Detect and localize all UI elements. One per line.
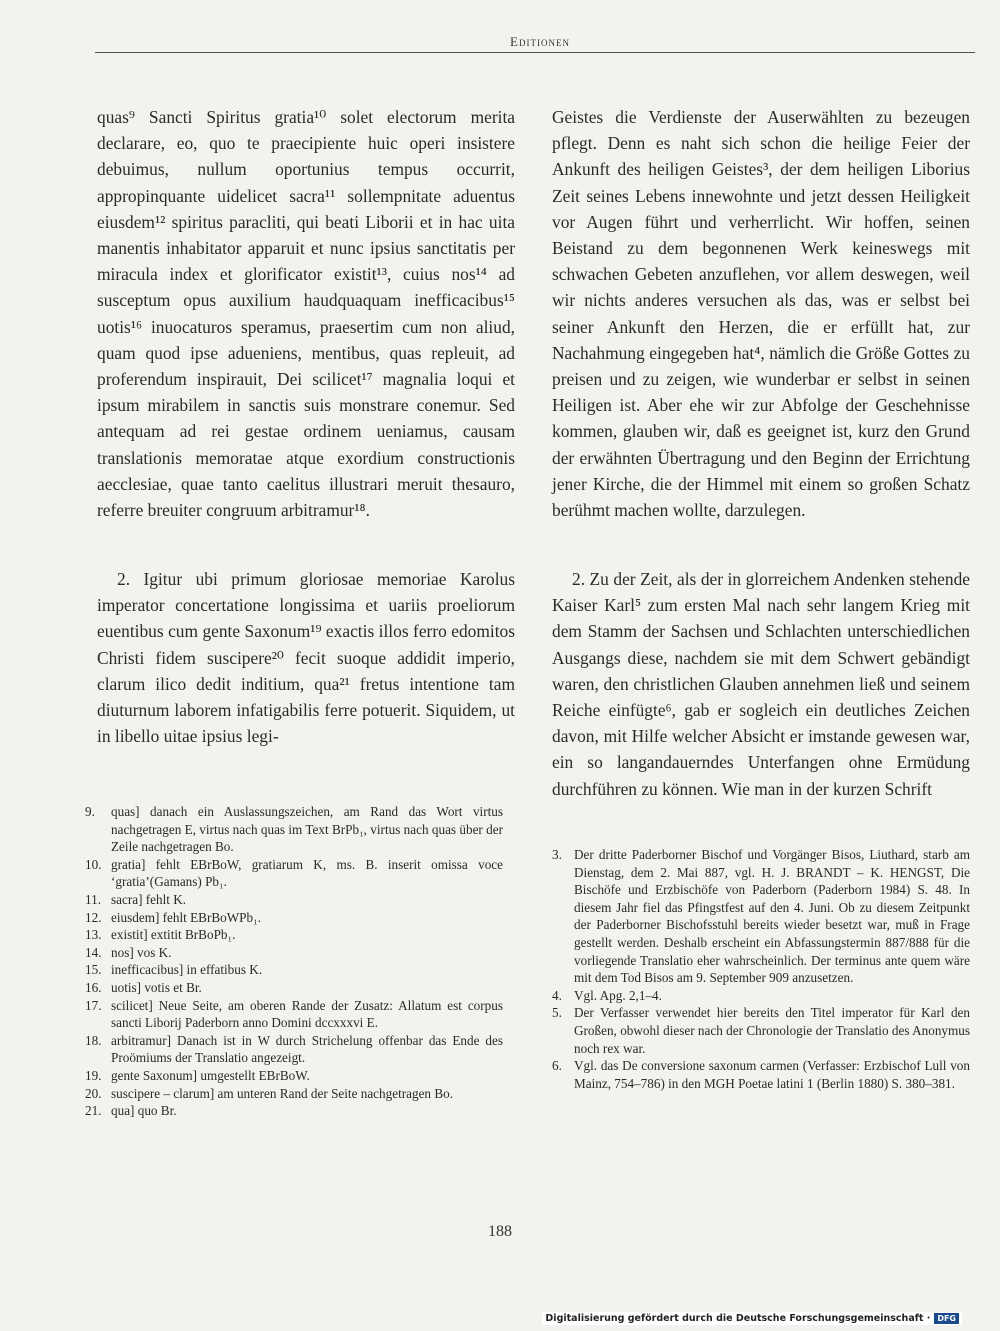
footnote <box>85 926 503 944</box>
running-header: Editionen <box>510 34 570 49</box>
footnote <box>85 891 503 909</box>
footnotes-left <box>85 803 503 1120</box>
footnote-number: 21. <box>85 1103 102 1119</box>
footnote-text: qua] quo Br. <box>111 1103 177 1119</box>
footnote-text: suscipere – clarum] am unteren Rand der Seite nachgetragen Bo. <box>111 1085 454 1101</box>
footnote <box>552 1004 970 1057</box>
footnote-number: 5. <box>552 1005 562 1021</box>
latin-paragraph-1 <box>97 104 515 523</box>
footnote-text: uotis] votis et Br. <box>111 979 202 995</box>
footnote-number: 16. <box>85 979 102 995</box>
footnote-text: arbitramur] Danach ist in W durch Strichelung offenbar das Ende des Proömiums der Translatio angezeigt. <box>111 1032 503 1066</box>
footnote-text: nos] vos K. <box>111 944 172 960</box>
footnote-number: 19. <box>85 1067 102 1083</box>
footnote <box>85 909 503 927</box>
footnote-number: 13. <box>85 927 102 943</box>
footnote-number: 10. <box>85 856 102 872</box>
footnote-number: 18. <box>85 1032 102 1048</box>
footnote <box>85 997 503 1032</box>
footnote <box>552 987 970 1005</box>
footnote-number: 3. <box>552 847 562 862</box>
footnote <box>85 944 503 962</box>
footnote <box>85 803 503 856</box>
footnote-text: scilicet] Neue Seite, am oberen Rande der Zusatz: Allatum est corpus sancti Liborij Paderborn anno Domini dccxxxvi E. <box>111 997 503 1031</box>
footnote-number: 4. <box>552 987 562 1003</box>
footnote-number: 9. <box>85 804 95 819</box>
german-paragraph-1-text: Geistes die Verdienste der Auserwählten zu bezeugen pflegt. Denn es naht sich schon die heilige Feier der Ankunft des heiligen Geistes³, der dem heiligen Liborius Zeit seines Lebens innewohnte und jetzt dessen Heiligkeit vor Augen führt und verherrlicht. Wir hoffen, seinen Beistand zu dem begonnenen Werk keineswegs mit schwachen Gebeten anzuflehen, vor allem deswegen, weil wir nichts anderes versuchen als das, was er selbst bei seiner Ankunft den Herzen, die er erfüllt hat, zur Nachahmung eingegeben hat⁴, nämlich die Größe Gottes zu preisen und zu zeigen, wie wunderbar er selbst in seinen Heiligen ist. Aber ehe wir zur Abfolge der Geschehnisse kommen, glauben wir, daß es geeignet ist, kurz den Grund der erwähnten Übertragung und den Beginn der Errichtung jener Kirche, die der Himmel mit einem so großen Schatz berühmt machen wollte, darzulegen. <box>552 107 970 521</box>
footnote-text: Der Verfasser verwendet hier bereits den Titel imperator für Karl den Großen, obwohl dieser nach der Chronologie der Translatio des Anonymus noch rex war. <box>574 1005 970 1056</box>
page-number: 188 <box>488 1223 512 1240</box>
latin-paragraph-2-text: 2. Igitur ubi primum gloriosae memoriae Karolus imperator concertatione longissima et uariis proeliorum euentibus cum gente Saxonum¹⁹ exactis illos ferro edomitos Christi fidem suscipere²⁰ fecit suoque addidit imperio, clarum ilico dedit inditium, qua²¹ fretus intentione tam diuturnum laborem infatigabilis ferre potuerit. Siquidem, ut in libello uitae ipsius legi- <box>97 569 515 747</box>
header-rule <box>95 52 975 53</box>
footnotes-right <box>552 846 970 1092</box>
footnote <box>552 846 970 987</box>
footnote <box>85 961 503 979</box>
latin-paragraph-2 <box>97 566 515 749</box>
footnote-text: Der dritte Paderborner Bischof und Vorgänger Bisos, Liuthard, starb am Dienstag, dem 2. Mai 887, vgl. H. J. BRANDT – K. HENGST, Die Bischöfe und Erzbischöfe von Paderborn (Paderborn 1984) S. 48. In diesem Jahr fiel das Pfingstfest auf den 4. Juni. Ob zu diesem Zeitpunkt der Paderborner Bischofsstuhl bereits wieder besetzt war, muß in Frage gestellt werden. Deshalb erscheint ein Abfassungstermin 887/888 für die vorliegende Translatio eher wahrscheinlich. Der terminus ante quem wäre mit dem Tod Bisos am 9. September 909 anzusetzen. <box>574 847 970 986</box>
german-paragraph-1 <box>552 104 970 523</box>
footnote <box>85 856 503 891</box>
footnote-number: 12. <box>85 909 102 925</box>
footnote-number: 6. <box>552 1058 562 1074</box>
footnote-text: eiusdem] fehlt EBrBoWPb₁. <box>111 909 262 925</box>
footnote <box>552 1057 970 1092</box>
footnote-text: sacra] fehlt K. <box>111 891 187 907</box>
footnote-text: existit] extitit BrBoPb₁. <box>111 927 236 943</box>
footnote-text: Vgl. das De conversione saxonum carmen (Verfasser: Erzbischof Lull von Mainz, 754–786) in den MGH Poetae latini 1 (Berlin 1880) S. 380–381. <box>574 1058 970 1091</box>
footnote-text: gratia] fehlt EBrBoW, gratiarum K, ms. B. inserit omissa voce ‘gratia’(Gamans) Pb₁. <box>111 856 503 890</box>
footnote <box>85 1102 503 1120</box>
footnote <box>85 1067 503 1085</box>
footnote-text: gente Saxonum] umgestellt EBrBoW. <box>111 1067 310 1083</box>
footnote-text: quas] danach ein Auslassungszeichen, am Rand das Wort virtus nachgetragen E, virtus nach quas im Text BrPb₁, virtus nach quas über der Zeile nachgetragen Bo. <box>111 804 503 855</box>
latin-paragraph-1-text: quas⁹ Sancti Spiritus gratia¹⁰ solet electorum merita declarare, eo, quo te praecipiente huic operi insistere debuimus, nullum oportunius tempus occurrit, appropinquante uidelicet sacra¹¹ sollempnitate aduentus eiusdem¹² spiritus paracliti, qui beati Liborii et in hac uita manentis inhabitator apparuit et nunc ipsius sanctitatis per miracula index et glorificator existit¹³, cuius nos¹⁴ ad susceptum opus auxilium haudquaquam inefficacibus¹⁵ uotis¹⁶ inuocaturos speramus, praesertim cum non aliud, quam quod ipse adueniens, mentibus, quas repleuit, ad proferendum inspirauit, Dei scilicet¹⁷ magnalia loqui et ipsum mirabilem in sanctis suis monstrare conemur. Sed antequam ad rei gestae ordinem ueniamus, causam translationis memoratae atque exordium constructionis aecclesiae, quae tanto caelitus illustrari meruit thesauro, referre breuiter congruum arbitramur¹⁸. <box>97 107 515 521</box>
footnote-number: 14. <box>85 944 102 960</box>
footnote-number: 11. <box>85 891 101 907</box>
digitization-credit <box>542 1312 962 1325</box>
footnote-number: 17. <box>85 997 102 1013</box>
footnote <box>85 1085 503 1103</box>
footnote <box>85 1032 503 1067</box>
footnote-text: Vgl. Apg. 2,1–4. <box>574 987 662 1003</box>
german-paragraph-2-text: 2. Zu der Zeit, als der in glorreichem Andenken stehende Kaiser Karl⁵ zum ersten Mal nach sehr langem Krieg mit dem Stamm der Sachsen und Schlachten unterschiedlichen Ausgangs diese, nachdem sie mit dem Schwert gebändigt waren, den christlichen Glauben annehmen ließ und seinem Reiche einfügte⁶, gab er sogleich ein deutliches Zeichen davon, mit Hilfe welcher Absicht er imstande gewesen war, ein so langandauerndes Unterfangen ohne Ermüdung durchführen zu können. Wie man in der kurzen Schrift <box>552 569 970 799</box>
german-paragraph-2 <box>552 566 970 802</box>
footnote-number: 20. <box>85 1085 102 1101</box>
footnote-number: 15. <box>85 962 102 978</box>
dfg-logo-icon: DFG <box>934 1313 959 1324</box>
credit-text: Digitalisierung gefördert durch die Deutsche Forschungsgemeinschaft · <box>545 1313 931 1324</box>
footnote <box>85 979 503 997</box>
footnote-text: inefficacibus] in effatibus K. <box>111 962 263 978</box>
